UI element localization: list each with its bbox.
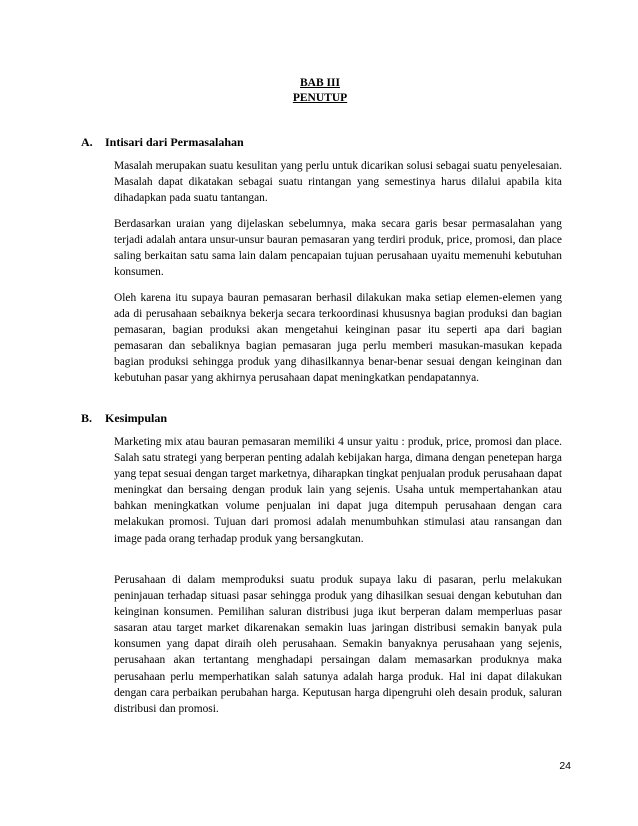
paragraph-b2: [114, 572, 562, 717]
paragraph-text: Oleh karena itu supaya bauran pemasaran berhasil dilakukan maka setiap elemen-elemen yang ada di perusahaan sebaiknya bekerja secara terkoordinasi khususnya bagian produksi dan bagian pemasaran, bagian produksi akan mengetahui keinginan pasar itu seperti apa dari bagian pemasaran dan sebaliknya bagian pemasaran juga perlu memberi masukan-masukan kepada bagian produksi sehingga produk yang dihasilkannya benar-benar sesuai dengan keinginan dan kebutuhan pasar yang akhirnya perusahaan dapat meningkatkan pendapatannya.: [114, 292, 562, 385]
paragraph-a2: [114, 216, 562, 280]
paragraph-text: Berdasarkan uraian yang dijelaskan sebelumnya, maka secara garis besar permasalahan yang terjadi adalah antara unsur-unsur bauran pemasaran yang terdiri produk, price, promosi, dan place saling berkaitan satu sama lain dalam pencapaian tujuan perusahaan uyaitu memenuhi kebutuhan konsumen.: [114, 218, 562, 279]
section-title: Kesimpulan: [105, 411, 168, 425]
paragraph-a3: [114, 290, 562, 387]
section-letter: A.: [81, 135, 93, 149]
paragraph-text: Perusahaan di dalam memproduksi suatu produk supaya laku di pasaran, perlu melakukan peninjauan terhadap situasi pasar sehingga produk yang dihasilkan sesuai dengan kebutuhan dan keinginan konsumen. Pemilihan saluran distribusi juga ikut berperan dalam memperluas pasar sasaran atau target market dikarenakan semakin luas jaringan distribusi semakin banyak pula konsumen yang dapat diraih oleh perusahaan. Semakin banyaknya perusahaan yang sejenis, perusahaan akan tertantang menghadapi persaingan dalam memasarkan produknya maka perusahaan perlu memperhatikan salah satunya adalah harga produk. Hal ini dapat dilakukan dengan cara perbaikan perubahan harga. Keputusan harga dipengruhi oleh desain produk, saluran distribusi dan promosi.: [114, 574, 562, 715]
paragraph-b1: [114, 434, 562, 547]
chapter-title: PENUTUP: [292, 92, 348, 104]
chapter-number: BAB III: [300, 77, 340, 89]
paragraph-text: Marketing mix atau bauran pemasaran memiliki 4 unsur yaitu : produk, price, promosi dan place. Salah satu strategi yang berperan penting adalah kebijakan harga, dimana dengan penetepan harga yang tepat sesuai dengan target marketnya, diharapkan tingkat penjualan produk perusahaan dapat meningkat dan bersaing dengan produk lain yang sejenis. Usaha untuk mempertahankan atau bahkan meningkatkan volume penjualan ini dapat juga ditempuh perusahaan dengan cara melakukan promosi. Tujuan dari promosi adalah menumbuhkan stimulasi atau ransangan dan image pada orang terhadap produk yang bersangkutan.: [114, 436, 562, 545]
section-title: Intisari dari Permasalahan: [105, 135, 244, 149]
page-number: 24: [559, 760, 571, 772]
section-heading-a: [81, 135, 244, 150]
paragraph-text: Masalah merupakan suatu kesulitan yang perlu untuk dicarikan solusi sebagai suatu penyelesaian. Masalah dapat dikatakan sebagai suatu rintangan yang semestinya harus dilalui apabila kita dihadapkan pada suatu tantangan.: [114, 160, 562, 205]
section-letter: B.: [81, 411, 93, 425]
paragraph-a1: [114, 158, 562, 206]
section-heading-b: [81, 411, 167, 426]
chapter-heading: [250, 76, 390, 106]
